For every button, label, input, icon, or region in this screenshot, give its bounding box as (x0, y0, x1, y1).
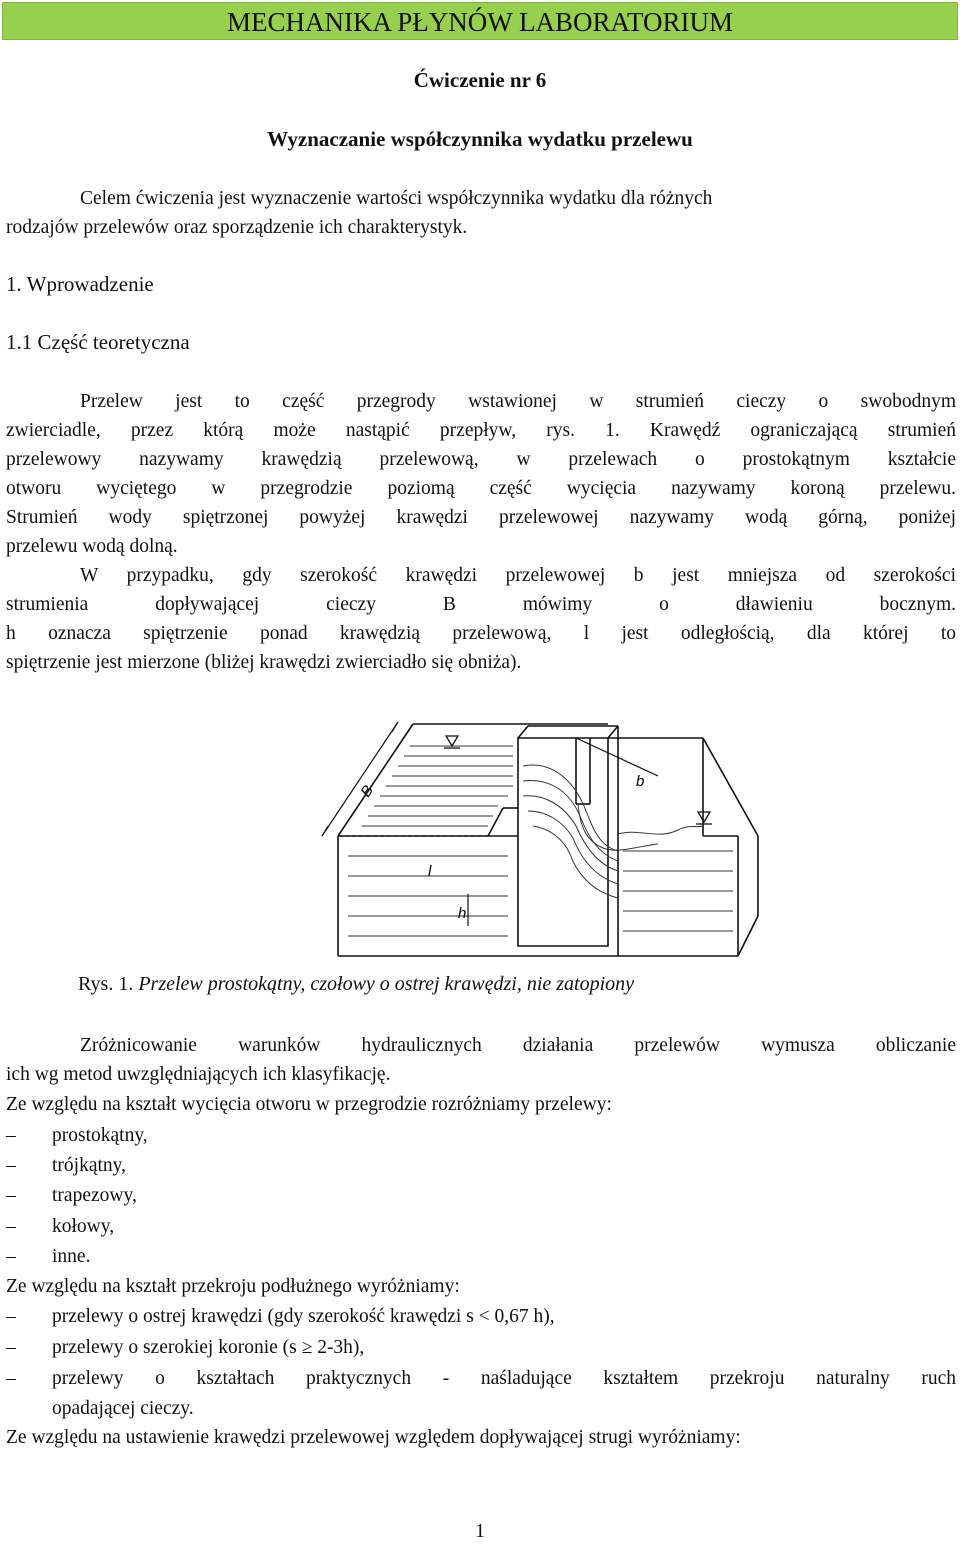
section-heading-1-1: 1.1 Część teoretyczna (6, 330, 190, 354)
list-item: trapezowy, (52, 1185, 137, 1206)
list-dash: – (6, 1216, 16, 1237)
paragraph2-line-4: spiętrzenie jest mierzone (bliżej krawędzi zwierciadło się obniża). (6, 652, 522, 673)
section-heading-1: 1. Wprowadzenie (6, 272, 154, 296)
list-item: trójkątny, (52, 1155, 127, 1176)
paragraph1-line-6: przelewu wodą dolną. (6, 536, 178, 557)
list-dash: – (6, 1306, 16, 1327)
label-h: h (458, 905, 467, 922)
list-item: kołowy, (52, 1216, 115, 1237)
paragraph2-line-1: W przypadku, gdy szerokość krawędzi przelewowej b jest mniejsza od szerokości (80, 565, 956, 586)
page-number: 1 (475, 1520, 485, 1542)
header-title: MECHANIKA PŁYNÓW LABORATORIUM (226, 7, 734, 37)
intro-line-1: Celem ćwiczenia jest wyznaczenie wartości współczynnika wydatku dla różnych (80, 188, 713, 209)
list-dash: – (6, 1337, 16, 1358)
paragraph1-line-2: zwierciadle, przez którą może nastąpić przepływ, rys. 1. Krawędź ograniczającą strumień (6, 420, 956, 441)
list-dash: – (6, 1125, 16, 1146)
section-intro: Ze względu na kształt przekroju podłużnego wyróżniamy: (6, 1276, 460, 1297)
paragraph1-line-3: przelewowy nazywamy krawędzią przelewową, w przelewach o prostokątnym kształcie (6, 449, 956, 470)
label-b: b (636, 773, 645, 790)
list-item: prostokątny, (52, 1125, 148, 1146)
paragraph3-line-1: Zróżnicowanie warunków hydraulicznych działania przelewów wymusza obliczanie (80, 1035, 956, 1056)
list-item: przelewy o kształtach praktycznych - naśladujące kształtem przekroju naturalny ruch (52, 1368, 956, 1389)
caption-text: Przelew prostokątny, czołowy o ostrej krawędzi, nie zatopiony (138, 973, 635, 995)
list-item: przelewy o szerokiej koronie (s ≥ 2-3h), (52, 1337, 365, 1358)
list-dash: – (6, 1155, 16, 1176)
intro-line-2: rodzajów przelewów oraz sporządzenie ich charakterystyk. (6, 217, 468, 238)
label-l: l (428, 863, 432, 880)
figure-caption (78, 973, 634, 996)
document-header (2, 2, 958, 40)
shape-intro: Ze względu na kształt wycięcia otworu w przegrodzie rozróżniamy przelewy: (6, 1094, 612, 1115)
exercise-number: Ćwiczenie nr 6 (413, 68, 547, 92)
list-item: inne. (52, 1246, 91, 1267)
list-dash: – (6, 1246, 16, 1267)
exercise-title: Wyznaczanie współczynnika wydatku przelewu (267, 127, 693, 151)
list-item: przelewy o ostrej krawędzi (gdy szerokość krawędzi s < 0,67 h), (52, 1306, 555, 1327)
paragraph1-line-5: Strumień wody spiętrzonej powyżej krawędzi przelewowej nazywamy wodą górną, poniżej (6, 507, 956, 528)
paragraph3-line-2: ich wg metod uwzględniających ich klasyfikację. (6, 1064, 391, 1085)
paragraph2-line-3: h oznacza spiętrzenie ponad krawędzią przelewową, l jest odległością, dla której to (6, 623, 956, 644)
paragraph1-line-4: otworu wyciętego w przegrodzie poziomą część wycięcia nazywamy koroną przelewu. (6, 478, 956, 499)
list-dash: – (6, 1185, 16, 1206)
caption-prefix: Rys. 1. (78, 973, 134, 995)
list-item-continuation: opadającej cieczy. (52, 1398, 194, 1419)
position-intro: Ze względu na ustawienie krawędzi przelewowej względem dopływającej strugi wyróżniamy: (6, 1427, 741, 1448)
list-dash: – (6, 1368, 16, 1389)
paragraph1-line-1: Przelew jest to część przegrody wstawionej w strumień cieczy o swobodnym (80, 391, 956, 412)
paragraph2-line-2: strumienia dopływającej cieczy B mówimy o dławieniu bocznym. (6, 594, 956, 615)
label-B: B (357, 782, 378, 801)
weir-figure (318, 716, 766, 960)
